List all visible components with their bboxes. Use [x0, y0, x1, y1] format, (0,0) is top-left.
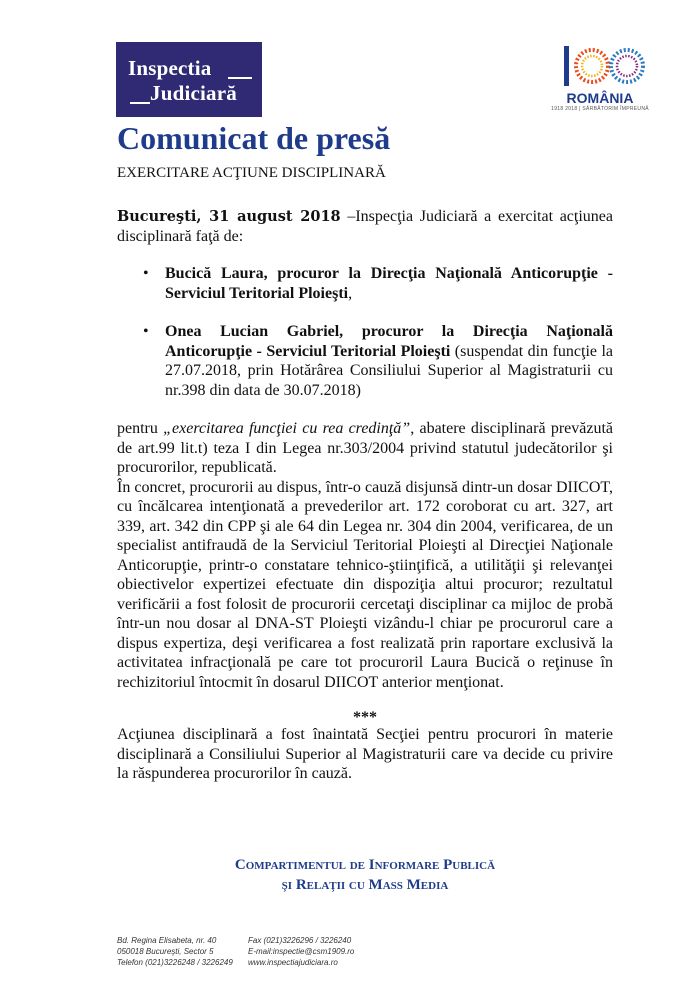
facts-paragraph: În concret, procurorii au dispus, într-o cauză disjunsă dintr-un dosar DIICOT, cu încălcarea intenţionată a prevederilor art. 172 coroborat cu art. 327, art 339, art. 342 din CPP şi ale 64 din Legea nr. 304 din 2004, verificarea, de un specialist antifraudă de la Serviciul Teritorial Ploieşti al Direcţiei Naţionale Anticorupţie, printr-o constatare tehnico-ştiinţifică, a utilităţii şi relevanţei obiectivelor expertizei efectuate din dispoziţia altui procuror; rezultatul verificării a fost folosit de procurorii cercetaţi disciplinar ca mijloc de probă într-un nou dosar al DNA-ST Ploieşti vizându-l chiar pe procurorul care a dispus expertiza, deşi verificarea a fost realizată prin raportare exclusivă la activitatea infracţională pe care tot procuroril Laura Bucică o reţinuse în rechizitoriul întocmit în dosarul DIICOT anterior menţionat. — [117, 478, 613, 691]
offence-post: , abatere disciplinară prevăzută de art.99 lit.t) teza I din Legea nr.303/2004 privind statutul judecătorilor şi procurorilor, republicată. — [117, 420, 613, 476]
contact-block — [248, 935, 354, 968]
address-street: Bd. Regina Elisabeta, nr. 40 — [117, 936, 217, 945]
address-city: 050018 Bucureşti, Sector 5 — [117, 947, 214, 956]
accused-2: Onea Lucian Gabriel, procuror la Direcţia Naţională Anticorupţie - Serviciul Teritorial Ploieşti — [165, 323, 613, 360]
offence-paragraph — [117, 419, 613, 478]
logo-line-1: Inspectia — [128, 56, 212, 80]
department-line-2-text: şi Relaţii cu Mass Media — [281, 877, 449, 893]
page-title: Comunicat de presă — [117, 120, 391, 156]
accused-2-tail: (suspendat din funcţie la 27.07.2018, prin Hotărârea Consiliului Superior al Magistraturii cu nr.398 din data de 30.07.2018) — [165, 342, 614, 399]
list-item — [165, 264, 613, 303]
press-release-body — [117, 207, 613, 784]
department-line-1-text: Compartimentul de Informare Publică — [234, 857, 496, 873]
lead-text: –Inspecţia Judiciară a exercitat acţiunea disciplinară faţă de: — [117, 208, 613, 245]
logo-underline — [130, 102, 150, 104]
accused-1-tail: , — [348, 284, 353, 302]
accused-1: Bucică Laura, procuror la Direcţia Naţională Anticorupţie - Serviciul Teritorial Ploieşti — [165, 265, 613, 302]
inspectia-judiciara-logo — [116, 42, 262, 117]
contact-fax: Fax (021)3226296 / 3226240 — [248, 936, 352, 945]
centenary-tagline: 1918 2018 | SĂRBĂTORIM ÎMPREUNĂ — [551, 106, 649, 112]
logo-line-2: Judiciară — [150, 81, 237, 105]
page-subtitle: EXERCITARE ACŢIUNE DISCIPLINARĂ — [117, 165, 386, 181]
offence-pre: pentru — [117, 420, 164, 437]
contact-website[interactable]: www.inspectiajudiciara.ro — [248, 958, 338, 967]
address-phone: Telefon (021)3226248 / 3226249 — [117, 958, 233, 967]
accused-list — [117, 264, 613, 400]
centenary-country: ROMÂNIA — [566, 90, 634, 106]
logo-underline — [228, 77, 252, 79]
conclusion-paragraph: Acţiunea disciplinară a fost înaintată Secţiei pentru procurori în materie disciplinară a Consiliului Superior al Magistraturii care va decide cu privire la răspunderea procurorilor în cauză. — [117, 726, 613, 782]
department-line-1 — [117, 855, 613, 875]
list-item — [165, 322, 613, 400]
lead-place-date: Bucureşti, 31 august 2018 — [117, 208, 341, 225]
offence-quote: „exercitarea funcţiei cu rea credinţă” — [163, 420, 411, 437]
department-name — [117, 855, 613, 895]
section-separator: *** — [353, 709, 377, 726]
department-line-2 — [117, 875, 613, 895]
address-block — [117, 935, 233, 968]
contact-email[interactable]: E-mail:inspectie@csm1909.ro — [248, 947, 355, 956]
lead-paragraph — [117, 207, 613, 246]
